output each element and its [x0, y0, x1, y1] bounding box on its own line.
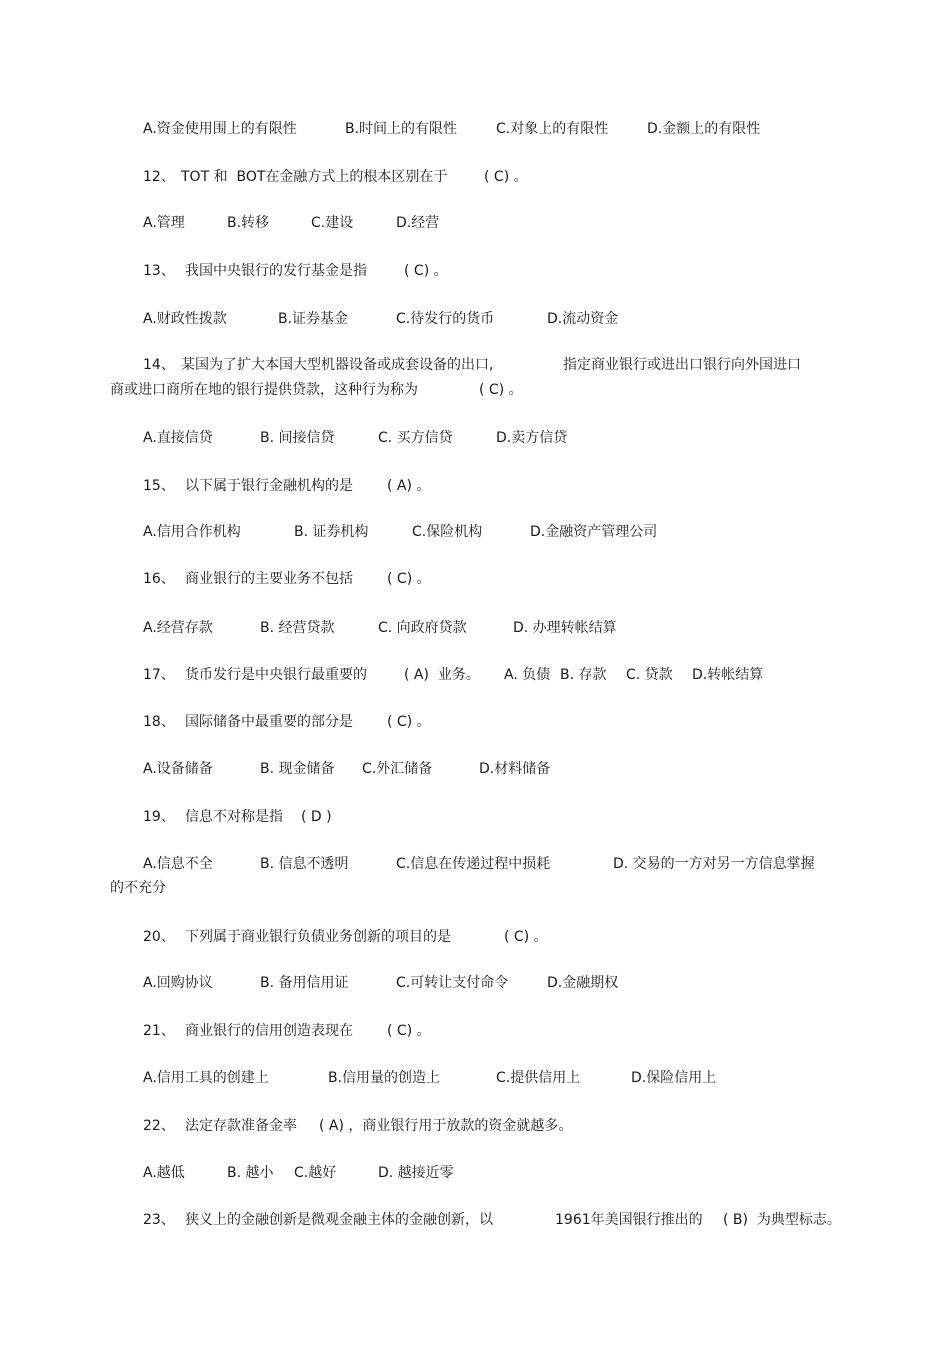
option-c: C.信息在传递过程中损耗 — [396, 856, 551, 872]
option-c: C.保险机构 — [412, 524, 483, 540]
question-text: 商业银行的信用创造表现在 — [185, 1023, 353, 1039]
question-text: 以下属于银行金融机构的是 — [185, 478, 353, 494]
question-number: 15、 — [143, 478, 175, 494]
option-d: D.卖方信贷 — [496, 430, 568, 446]
question-text: 我国中央银行的发行基金是指 — [185, 263, 367, 279]
question-number: 23、 — [143, 1212, 175, 1228]
answer-marker: ( C) 。 — [387, 714, 431, 730]
option-a: A. 负债 — [504, 667, 551, 683]
option-a: A.信用合作机构 — [143, 524, 241, 540]
answer-marker: ( C) 。 — [387, 571, 431, 587]
answer-marker: ( C) 。 — [387, 1023, 431, 1039]
question-number: 21、 — [143, 1023, 175, 1039]
option-b: B. 越小 — [227, 1165, 274, 1181]
option-d: D.经营 — [396, 215, 440, 231]
question-text: 国际储备中最重要的部分是 — [185, 714, 353, 730]
option-d: D.金融资产管理公司 — [530, 524, 658, 540]
answer-marker: ( C) 。 — [479, 382, 523, 398]
question-number: 22、 — [143, 1118, 175, 1134]
option-a: A.信息不全 — [143, 856, 213, 872]
option-a: A.资金使用围上的有限性 — [143, 121, 297, 137]
answer-marker: ( C) 。 — [504, 929, 548, 945]
option-c: C.对象上的有限性 — [496, 121, 609, 137]
question-number: 16、 — [143, 571, 175, 587]
question-text: 法定存款准备金率 — [185, 1118, 297, 1134]
question-number: 20、 — [143, 929, 175, 945]
answer-marker: ( C) 。 — [484, 169, 528, 185]
option-d: D.流动资金 — [547, 311, 619, 327]
option-b: B. 存款 — [560, 667, 607, 683]
option-d: D.金融期权 — [547, 975, 619, 991]
option-d: D.金额上的有限性 — [647, 121, 761, 137]
option-d: D.转帐结算 — [692, 667, 764, 683]
option-b: B. 现金储备 — [260, 761, 335, 777]
option-b: B.信用量的创造上 — [328, 1070, 441, 1086]
question-number: 17、 — [143, 667, 175, 683]
option-d-cont: 的不充分 — [110, 880, 166, 896]
question-text: 某国为了扩大本国大型机器设备或成套设备的出口, — [181, 357, 494, 373]
option-b: B.时间上的有限性 — [345, 121, 458, 137]
option-a: A.回购协议 — [143, 975, 213, 991]
option-c: C.建设 — [311, 215, 354, 231]
question-number: 12、 — [143, 169, 175, 185]
answer-marker: ( D ) — [301, 809, 332, 825]
question-text-cont: 指定商业银行或进出口银行向外国进口 — [563, 357, 801, 373]
question-number: 19、 — [143, 809, 175, 825]
option-d: D.保险信用上 — [631, 1070, 717, 1086]
question-text-cont: 1961年美国银行推出的 — [555, 1212, 703, 1228]
question-number: 14、 — [143, 357, 175, 373]
option-c: C.提供信用上 — [496, 1070, 581, 1086]
options-line-wrap — [0, 879, 166, 933]
option-a: A.设备储备 — [143, 761, 213, 777]
option-a: A.管理 — [143, 215, 185, 231]
option-a: A.越低 — [143, 1165, 185, 1181]
option-a: A.经营存款 — [143, 620, 213, 636]
answer-marker: ( B) 为典型标志。 — [723, 1212, 841, 1228]
option-b: B.证券基金 — [278, 311, 349, 327]
option-c: C.外汇储备 — [362, 761, 433, 777]
question-text: 狭义上的金融创新是微观金融主体的金融创新，以 — [185, 1212, 493, 1228]
option-c: C. 贷款 — [626, 667, 673, 683]
answer-marker: ( C) 。 — [404, 263, 448, 279]
option-c: C.越好 — [294, 1165, 337, 1181]
option-b: B. 间接信贷 — [260, 430, 335, 446]
option-a: A.信用工具的创建上 — [143, 1070, 269, 1086]
option-c: C. 向政府贷款 — [378, 620, 467, 636]
question-text: 商或进口商所在地的银行提供贷款，这种行为称为 — [110, 382, 418, 398]
question-text: 信息不对称是指 — [185, 809, 283, 825]
question-text: 商业银行的主要业务不包括 — [185, 571, 353, 587]
option-d: D. 越接近零 — [378, 1165, 454, 1181]
option-b: B. 信息不透明 — [260, 856, 349, 872]
option-b: B. 证券机构 — [294, 524, 369, 540]
question-text: 下列属于商业银行负债业务创新的项目的是 — [185, 929, 451, 945]
option-c: C. 买方信贷 — [378, 430, 453, 446]
option-b: B. 备用信用证 — [260, 975, 349, 991]
option-d: D. 交易的一方对另一方信息掌握 — [613, 856, 815, 872]
option-b: B.转移 — [227, 215, 270, 231]
question-number: 18、 — [143, 714, 175, 730]
option-a: A.财政性拨款 — [143, 311, 227, 327]
option-d: D.材料储备 — [479, 761, 551, 777]
question-line — [0, 1211, 841, 1319]
answer-marker: ( A) 业务。 — [404, 667, 480, 683]
question-text: 货币发行是中央银行最重要的 — [185, 667, 367, 683]
option-a: A.直接信贷 — [143, 430, 213, 446]
option-c: C.可转让支付命令 — [396, 975, 509, 991]
question-text: TOT 和 BOT在金融方式上的根本区别在于 — [181, 169, 448, 185]
option-c: C.待发行的货币 — [396, 311, 495, 327]
question-number: 13、 — [143, 263, 175, 279]
option-d: D. 办理转帐结算 — [513, 620, 617, 636]
answer-marker: ( A) 。 — [387, 478, 431, 494]
option-b: B. 经营贷款 — [260, 620, 335, 636]
answer-marker: ( A) ，商业银行用于放款的资金就越多。 — [319, 1118, 573, 1134]
